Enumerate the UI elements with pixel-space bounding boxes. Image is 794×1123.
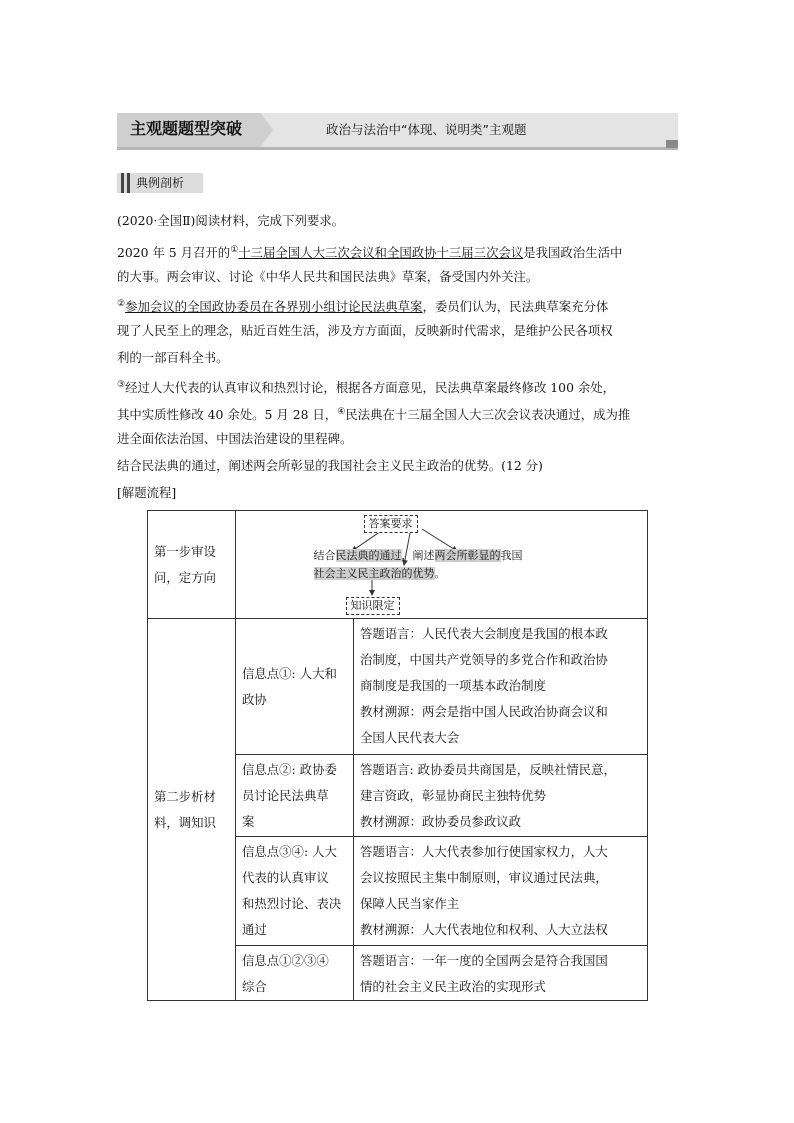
section-bar-icon [121, 173, 124, 193]
section-bar-icon [127, 173, 130, 193]
header-topic: 政治与法治中“体现、说明类”主观题 [326, 122, 527, 137]
paragraph-2-line-2: 现了人民至上的理念，贴近百姓生活，涉及方方面面，反映新时代需求，是维护公民各项权 [117, 323, 613, 338]
question-analysis-diagram [236, 511, 648, 619]
flow-label: [解题流程] [117, 485, 177, 500]
answer-cell: 答题语言：一年一度的全国两会是符合我国国 情的社会主义民主政治的实现形式 [354, 946, 648, 1001]
table-row [148, 619, 648, 755]
info-point-cell: 信息点②: 政协委 员讨论民法典草 案 [236, 755, 354, 837]
answer-cell: 答题语言: 政协委员共商国是，反映社情民意， 建言资政，彰显协商民主独特优势 教材溯源：政协委员参政议政 [354, 755, 648, 837]
diagram-text-line-1: 结合民法典的通过，阐述两会所彰显的我国 [313, 548, 523, 562]
section-label: 典例剖析 [136, 176, 185, 190]
paragraph-3-line-2: 其中实质性修改 40 余处。5 月 28 日，④民法典在十三届全国人大三次会议表决通过，成为推 [117, 407, 631, 423]
info-point-cell: 信息点①②③④ 综合 [236, 946, 354, 1001]
diagram-text-line-2: 社会主义民主政治的优势。 [313, 566, 446, 580]
paragraph-2-line-3: 利的一部百科全书。 [117, 350, 229, 365]
step-1-label: 第一步审设 问，定方向 [148, 511, 236, 619]
answer-requirement-box: 答案要求 [364, 515, 418, 533]
header-corner-mark [666, 140, 678, 148]
answer-cell: 答题语言：人民代表大会制度是我国的根本政 治制度，中国共产党领导的多党合作和政治协 商制度是我国的一项基本政治制度 教材溯源：两会是指中国人民政治协商会议和 全国人民代表大会 [354, 619, 648, 755]
paragraph-3-line-3: 进全面依法治国、中国法治建设的里程碑。 [117, 431, 353, 446]
paragraph-3-line-1: ③经过人大代表的认真审议和热烈讨论，根据各方面意见，民法典草案最终修改 100 余处， [117, 380, 616, 396]
question-source: (2020·全国Ⅱ)阅读材料，完成下列要求。 [117, 213, 345, 228]
question-task: 结合民法典的通过，阐述两会所彰显的我国社会主义民主政治的优势。(12 分) [117, 458, 543, 473]
knowledge-limit-box: 知识限定 [346, 597, 400, 615]
solution-flow-table [147, 510, 647, 1000]
paragraph-2-line-1: ②参加会议的全国政协委员在各界别小组讨论民法典草案，委员们认为，民法典草案充分体 [117, 299, 609, 315]
header-title: 主观题题型突破 [130, 119, 243, 138]
paragraph-1-line-2: 的大事。两会审议、讨论《中华人民共和国民法典》草案，备受国内外关注。 [117, 269, 539, 284]
step-2-label: 第二步析材 料，调知识 [148, 619, 236, 1001]
table-row [148, 511, 648, 619]
info-point-cell: 信息点①: 人大和 政协 [236, 619, 354, 755]
paragraph-1-line-1: 2020 年 5 月召开的①十三届全国人大三次会议和全国政协十三届三次会议是我国政治生活中 [117, 245, 623, 261]
answer-cell: 答题语言：人大代表参加行使国家权力，人大 会议按照民主集中制原则，审议通过民法典， 保障人民当家作主 教材溯源：人大代表地位和权利、人大立法权 [354, 837, 648, 946]
info-point-cell: 信息点③④: 人大 代表的认真审议 和热烈讨论、表决 通过 [236, 837, 354, 946]
